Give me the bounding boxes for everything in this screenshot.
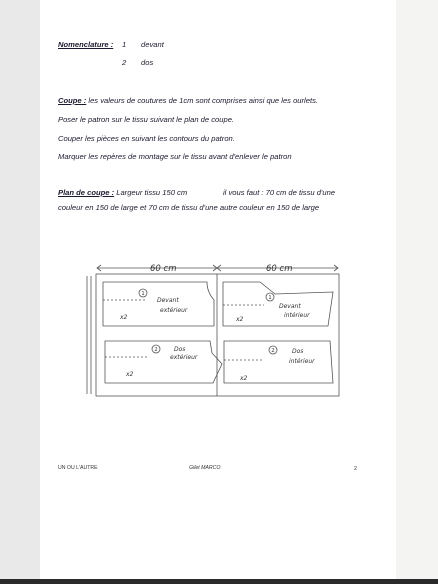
piece-3-qty: x2	[126, 371, 134, 378]
plan-label: Plan de coupe :	[58, 188, 115, 197]
nomenclature-num-1: 1	[122, 40, 127, 49]
page-number: 2	[354, 466, 357, 472]
dimension-label-left: 60 cm	[150, 264, 177, 274]
piece-1-name-line2: extérieur	[160, 307, 188, 314]
dimension-label-right: 60 cm	[266, 264, 293, 274]
piece-2-number: 1	[268, 295, 272, 301]
coupe-text: les valeurs de coutures de 1cm sont comprises ainsi que les ourlets.	[86, 96, 318, 105]
piece-3-name-line1: Dos	[174, 346, 186, 353]
coupe-line-2: Couper les pièces en suivant les contours du patron.	[58, 134, 235, 143]
plan-line-2: couleur en 150 de large et 70 cm de tissu d'une autre couleur en 150 de large	[58, 203, 320, 212]
piece-1-qty: x2	[120, 314, 128, 321]
piece-4-qty: x2	[240, 375, 248, 382]
piece-4-name-line1: Dos	[292, 348, 304, 355]
plan-width: Largeur tissu 150 cm	[114, 188, 188, 197]
nomenclature-name-1: devant	[141, 40, 164, 49]
piece-dos-exterieur	[105, 341, 222, 383]
footer-title: Gilet MARCO	[189, 465, 221, 471]
nomenclature-num-2: 2	[122, 58, 127, 67]
piece-2-name-line1: Devant	[279, 303, 301, 310]
nomenclature-label: Nomenclature :	[58, 40, 114, 49]
piece-3-name-line2: extérieur	[170, 354, 198, 361]
coupe-line-3: Marquer les repères de montage sur le tissu avant d'enlever le patron	[58, 152, 292, 161]
coupe-line-1: Poser le patron sur le tissu suivant le plan de coupe.	[58, 115, 235, 124]
coupe-label: Coupe :	[58, 96, 87, 105]
piece-4-number: 2	[271, 348, 275, 354]
piece-2-qty: x2	[236, 316, 244, 323]
piece-1-number: 1	[141, 291, 145, 297]
piece-3-number: 2	[154, 347, 158, 353]
piece-1-name-line1: Devant	[157, 297, 179, 304]
nomenclature-name-2: dos	[141, 58, 154, 67]
piece-4-name-line2: intérieur	[289, 358, 315, 365]
plan-quantity: il vous faut : 70 cm de tissu d'une	[223, 188, 336, 197]
piece-2-name-line2: intérieur	[284, 312, 310, 319]
footer-brand: UN OU L'AUTRE	[58, 465, 98, 471]
